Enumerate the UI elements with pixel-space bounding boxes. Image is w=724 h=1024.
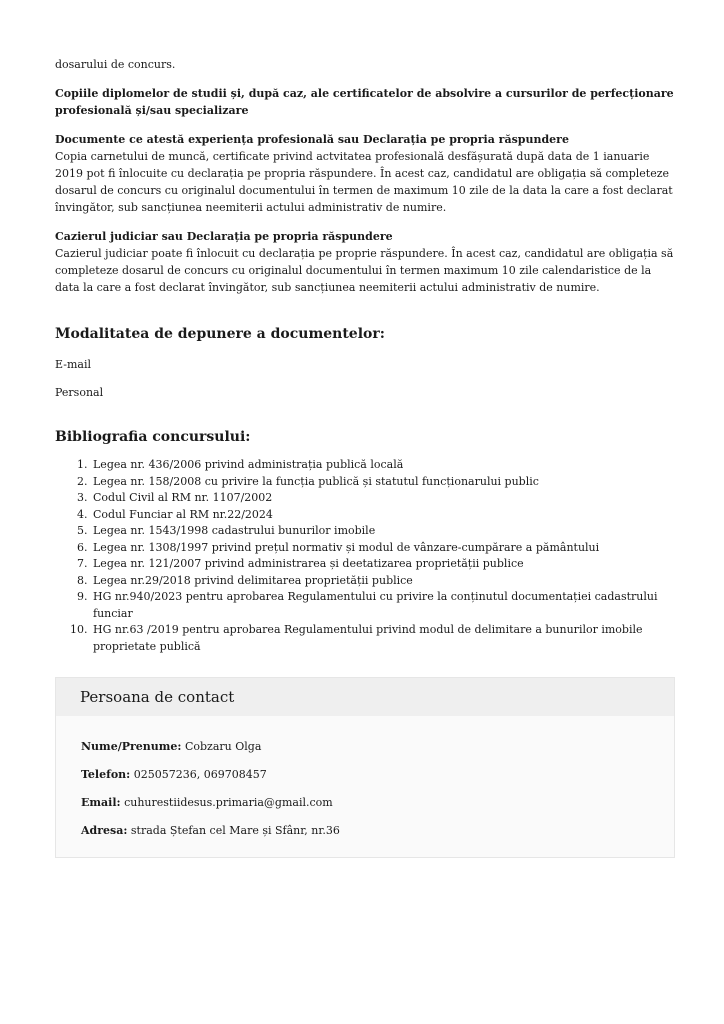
contact-email-label: Email: — [81, 796, 121, 809]
intro-tail-text: dosarului de concurs. — [55, 58, 176, 71]
contact-address-label: Adresa: — [81, 824, 128, 837]
contact-email-value[interactable]: cuhurestiidesus.primaria@gmail.com — [124, 796, 333, 809]
contact-card-body — [56, 716, 674, 857]
contact-phone-row — [81, 766, 649, 783]
document-requirement-title: Cazierul judiciar sau Declarația pe propria răspundere — [55, 230, 393, 243]
document-requirement-diplomas — [55, 85, 675, 119]
list-item: 5. Legea nr. 1543/1998 cadastrului bunurilor imobile — [91, 523, 675, 540]
contact-address-row — [81, 822, 649, 839]
document-requirement-body: Copia carnetului de muncă, certificate privind actvitatea profesională desfășurată după data de 1 ianuarie 2019 pot fi înlocuite cu declarația pe propria răspundere. În acest caz, candidatul are obligația să completeze dosarul de concurs cu originalul documentului în termen de maximum 10 zile de la data la care a fost declarat învingător, sub sancțiunea neemiterii actului administrativ de numire. — [55, 150, 673, 214]
document-requirement-title: Copiile diplomelor de studii și, după caz, ale certificatelor de absolvire a cursurilor de perfecționare profesională și/sau specializare — [55, 87, 674, 117]
list-item: 1. Legea nr. 436/2006 privind administrația publică locală — [91, 457, 675, 474]
contact-name-value: Cobzaru Olga — [184, 740, 262, 753]
list-item: 10. HG nr.63 /2019 pentru aprobarea Regulamentului privind modul de delimitare a bunurilor imobile proprietate publică — [91, 622, 675, 655]
document-requirement-experience — [55, 131, 675, 216]
list-item: 8. Legea nr.29/2018 privind delimitarea proprietății publice — [91, 573, 675, 590]
list-item: 3. Codul Civil al RM nr. 1107/2002 — [91, 490, 675, 507]
list-item: 7. Legea nr. 121/2007 privind administrarea și deetatizarea proprietății publice — [91, 556, 675, 573]
bibliography-list — [55, 457, 675, 655]
submission-option-personal: Personal — [55, 386, 104, 399]
document-page — [55, 56, 675, 858]
contact-phone-label: Telefon: — [81, 768, 131, 781]
list-item: 4. Codul Funciar al RM nr.22/2024 — [91, 507, 675, 524]
contact-heading: Persoana de contact — [80, 688, 235, 706]
contact-email-row — [81, 794, 649, 811]
document-requirement-title: Documente ce atestă experiența profesională sau Declarația pe propria răspundere — [55, 133, 569, 146]
list-item: 2. Legea nr. 158/2008 cu privire la funcția publică și statutul funcționarului public — [91, 474, 675, 491]
submission-option-email: E-mail — [55, 358, 91, 371]
document-requirement-criminal-record — [55, 228, 675, 296]
submission-heading: Modalitatea de depunere a documentelor: — [55, 326, 385, 342]
contact-name-row — [81, 738, 649, 755]
list-item: 9. HG nr.940/2023 pentru aprobarea Regulamentului cu privire la conținutul documentației cadastrului funciar — [91, 589, 675, 622]
contact-card-header — [56, 678, 674, 716]
contact-phone-value[interactable]: 025057236, 069708457 — [133, 768, 267, 781]
bibliography-heading: Bibliografia concursului: — [55, 429, 251, 445]
document-requirement-body: Cazierul judiciar poate fi înlocuit cu declarația pe proprie răspundere. În acest caz, candidatul are obligația să completeze dosarul de concurs cu originalul documentului în termen maximum 10 zile calendaristice de la data la care a fost declarat învingător, sub sancțiunea neemiterii actului administrativ de numire. — [55, 247, 674, 294]
contact-name-label: Nume/Prenume: — [81, 740, 182, 753]
contact-address-value: strada Ștefan cel Mare și Sfânr, nr.36 — [130, 824, 340, 837]
list-item: 6. Legea nr. 1308/1997 privind prețul normativ și modul de vânzare-cumpărare a pământului — [91, 540, 675, 557]
contact-card — [55, 677, 675, 858]
